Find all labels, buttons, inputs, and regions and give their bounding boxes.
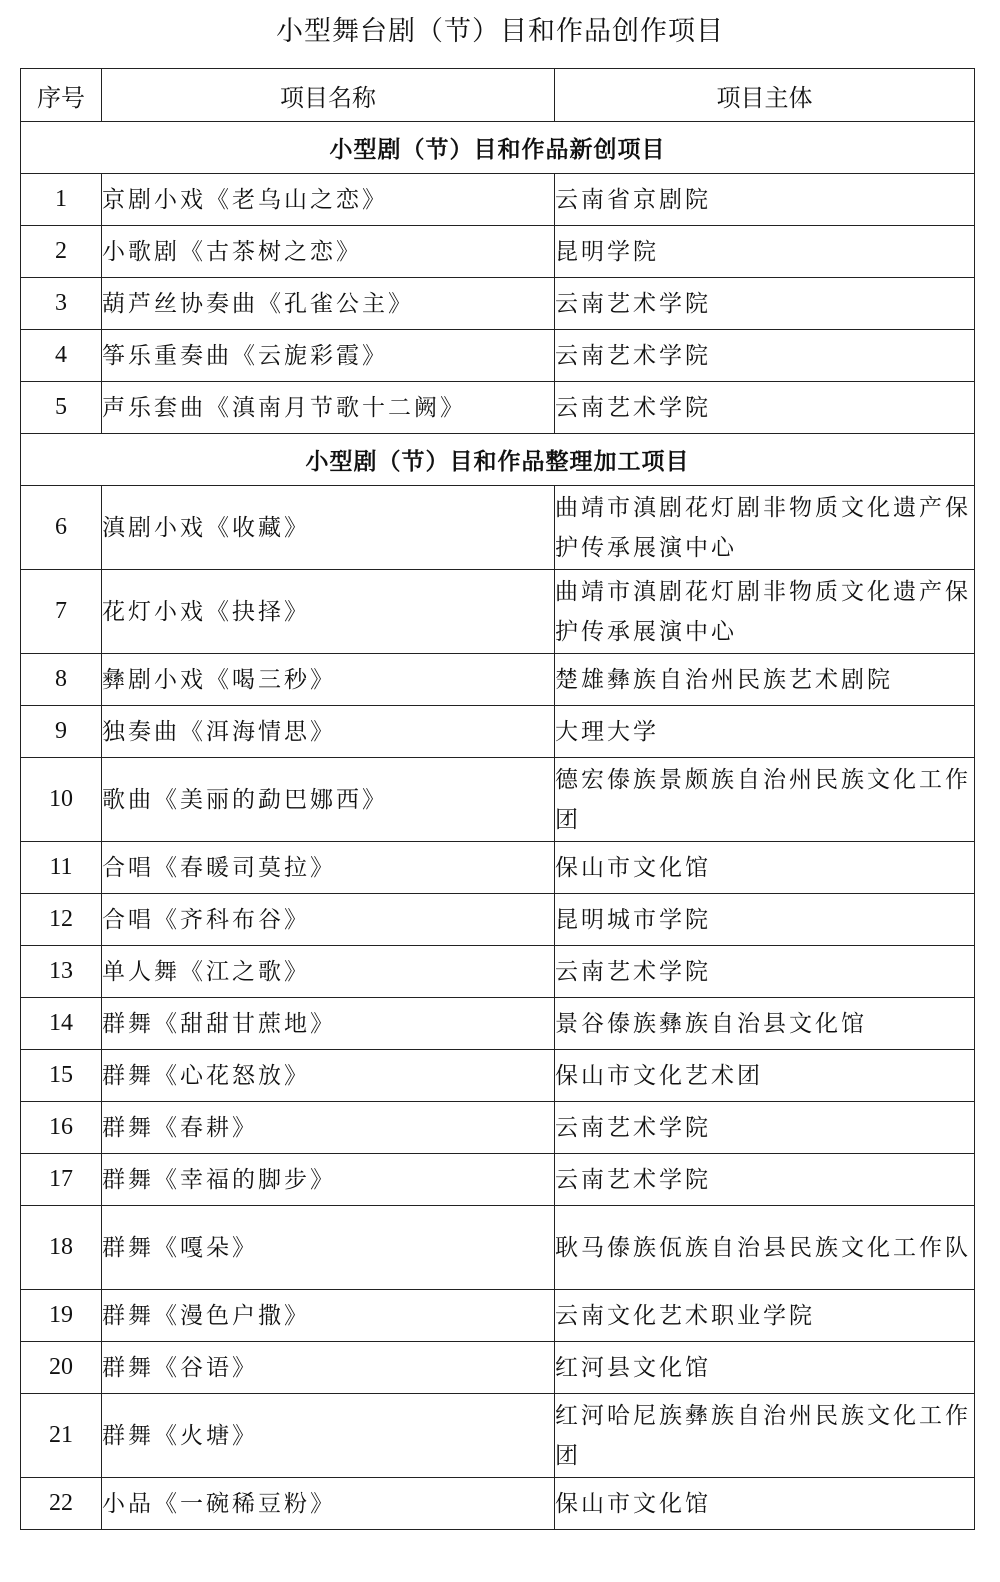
table-row	[21, 1050, 975, 1102]
project-name: 群舞《春耕》	[102, 1102, 555, 1154]
row-number: 10	[21, 758, 102, 842]
row-number: 4	[21, 330, 102, 382]
project-name: 小品《一碗稀豆粉》	[102, 1478, 555, 1530]
project-name: 群舞《漫色户撒》	[102, 1290, 555, 1342]
project-entity: 云南文化艺术职业学院	[555, 1290, 975, 1342]
table-row	[21, 382, 975, 434]
project-name: 单人舞《江之歌》	[102, 946, 555, 998]
project-entity: 曲靖市滇剧花灯剧非物质文化遗产保护传承展演中心	[555, 570, 975, 654]
project-entity: 昆明学院	[555, 226, 975, 278]
header-project-name: 项目名称	[102, 69, 555, 122]
row-number: 13	[21, 946, 102, 998]
row-number: 3	[21, 278, 102, 330]
project-name: 合唱《齐科布谷》	[102, 894, 555, 946]
project-entity: 云南省京剧院	[555, 174, 975, 226]
section-heading-row	[21, 122, 975, 174]
project-name: 群舞《谷语》	[102, 1342, 555, 1394]
table-row	[21, 654, 975, 706]
table-row	[21, 1154, 975, 1206]
table-row	[21, 174, 975, 226]
project-name: 花灯小戏《抉择》	[102, 570, 555, 654]
table-row	[21, 1478, 975, 1530]
row-number: 1	[21, 174, 102, 226]
table-row	[21, 278, 975, 330]
project-entity: 云南艺术学院	[555, 946, 975, 998]
row-number: 11	[21, 842, 102, 894]
row-number: 7	[21, 570, 102, 654]
project-name: 小歌剧《古茶树之恋》	[102, 226, 555, 278]
row-number: 2	[21, 226, 102, 278]
project-name: 彝剧小戏《喝三秒》	[102, 654, 555, 706]
row-number: 22	[21, 1478, 102, 1530]
table-row	[21, 330, 975, 382]
project-entity: 云南艺术学院	[555, 1102, 975, 1154]
table-row	[21, 1394, 975, 1478]
table-row	[21, 1206, 975, 1290]
project-entity: 云南艺术学院	[555, 330, 975, 382]
row-number: 19	[21, 1290, 102, 1342]
page-title: 小型舞台剧（节）目和作品创作项目	[276, 16, 724, 47]
header-serial-number: 序号	[21, 69, 102, 122]
table-row	[21, 842, 975, 894]
row-number: 6	[21, 486, 102, 570]
project-entity: 红河哈尼族彝族自治州民族文化工作团	[555, 1394, 975, 1478]
row-number: 9	[21, 706, 102, 758]
project-entity: 楚雄彝族自治州民族艺术剧院	[555, 654, 975, 706]
project-name: 群舞《甜甜甘蔗地》	[102, 998, 555, 1050]
row-number: 16	[21, 1102, 102, 1154]
project-name: 群舞《幸福的脚步》	[102, 1154, 555, 1206]
table-row	[21, 1290, 975, 1342]
table-row	[21, 1342, 975, 1394]
project-entity: 云南艺术学院	[555, 278, 975, 330]
project-name: 合唱《春暖司莫拉》	[102, 842, 555, 894]
section-heading: 小型剧（节）目和作品整理加工项目	[21, 434, 975, 486]
row-number: 8	[21, 654, 102, 706]
project-name: 声乐套曲《滇南月节歌十二阙》	[102, 382, 555, 434]
project-name: 群舞《嘎朵》	[102, 1206, 555, 1290]
table-row	[21, 894, 975, 946]
row-number: 21	[21, 1394, 102, 1478]
project-entity: 曲靖市滇剧花灯剧非物质文化遗产保护传承展演中心	[555, 486, 975, 570]
project-name: 筝乐重奏曲《云旎彩霞》	[102, 330, 555, 382]
table-row	[21, 998, 975, 1050]
table-row	[21, 706, 975, 758]
project-name: 葫芦丝协奏曲《孔雀公主》	[102, 278, 555, 330]
row-number: 20	[21, 1342, 102, 1394]
project-table	[20, 68, 975, 1530]
section-heading: 小型剧（节）目和作品新创项目	[21, 122, 975, 174]
project-entity: 景谷傣族彝族自治县文化馆	[555, 998, 975, 1050]
project-entity: 红河县文化馆	[555, 1342, 975, 1394]
project-entity: 保山市文化馆	[555, 842, 975, 894]
project-name: 群舞《心花怒放》	[102, 1050, 555, 1102]
section-heading-row	[21, 434, 975, 486]
table-row	[21, 486, 975, 570]
table-row	[21, 226, 975, 278]
project-entity: 德宏傣族景颇族自治州民族文化工作团	[555, 758, 975, 842]
table-row	[21, 758, 975, 842]
project-entity: 大理大学	[555, 706, 975, 758]
table-header-row	[21, 69, 975, 122]
row-number: 17	[21, 1154, 102, 1206]
header-project-entity: 项目主体	[555, 69, 975, 122]
table-row	[21, 946, 975, 998]
project-name: 群舞《火塘》	[102, 1394, 555, 1478]
row-number: 12	[21, 894, 102, 946]
table-row	[21, 570, 975, 654]
project-entity: 云南艺术学院	[555, 1154, 975, 1206]
project-name: 滇剧小戏《收藏》	[102, 486, 555, 570]
project-entity: 昆明城市学院	[555, 894, 975, 946]
table-row	[21, 1102, 975, 1154]
project-name: 歌曲《美丽的勐巴娜西》	[102, 758, 555, 842]
project-entity: 云南艺术学院	[555, 382, 975, 434]
row-number: 15	[21, 1050, 102, 1102]
row-number: 14	[21, 998, 102, 1050]
project-entity: 保山市文化艺术团	[555, 1050, 975, 1102]
project-entity: 保山市文化馆	[555, 1478, 975, 1530]
row-number: 5	[21, 382, 102, 434]
project-name: 京剧小戏《老乌山之恋》	[102, 174, 555, 226]
project-entity: 耿马傣族佤族自治县民族文化工作队	[555, 1206, 975, 1290]
project-name: 独奏曲《洱海情思》	[102, 706, 555, 758]
row-number: 18	[21, 1206, 102, 1290]
